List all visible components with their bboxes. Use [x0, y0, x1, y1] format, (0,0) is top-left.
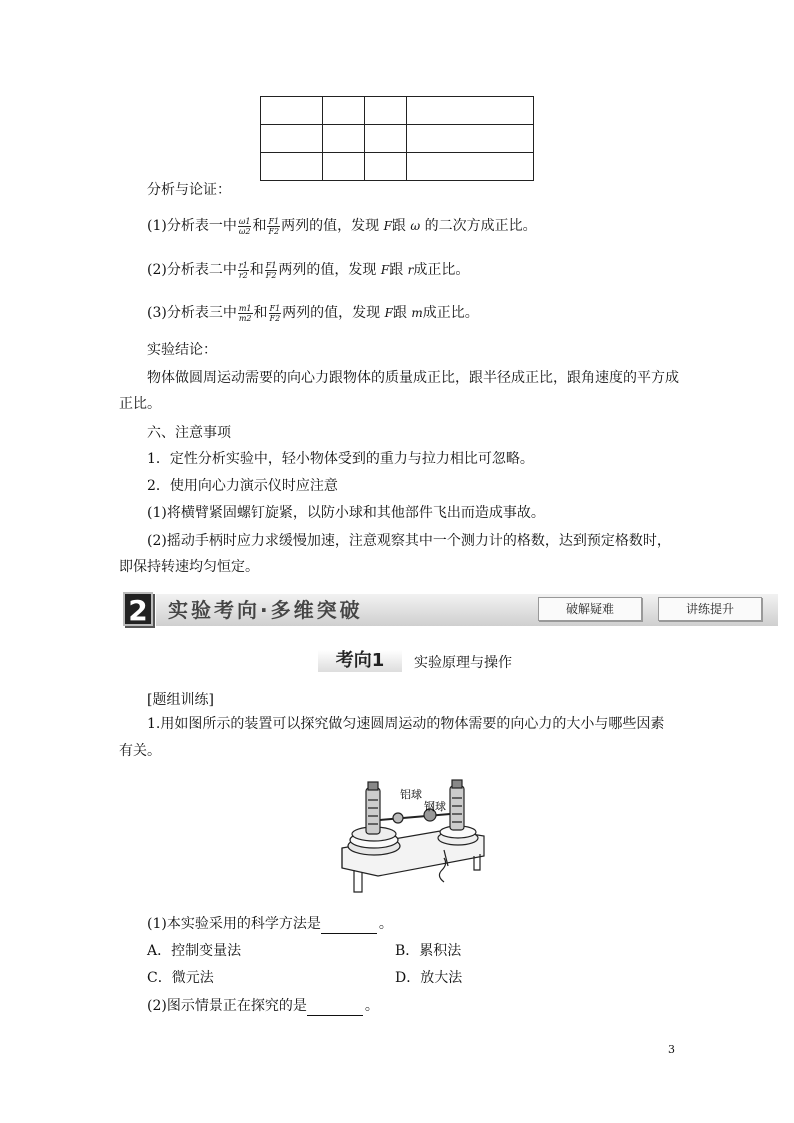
data-table	[260, 96, 534, 181]
page-number: 3	[668, 1043, 675, 1056]
answer-blank[interactable]	[307, 1002, 363, 1016]
table-row	[261, 125, 534, 153]
group-label: [题组训练]	[147, 692, 214, 708]
conclusion-text-cont: 正比。	[119, 396, 161, 412]
note-2: 2．使用向心力演示仪时应注意	[147, 478, 338, 494]
analysis-item-3: (3)分析表三中 $\frac{m1}{m2}$ 和 $\frac{F1}{F2}$ 两列的值，发现 F跟 m成正比。	[147, 303, 479, 323]
aluminum-ball-label: 铝球	[400, 788, 422, 801]
conclusion-heading: 实验结论：	[147, 342, 217, 358]
answer-blank[interactable]	[321, 920, 377, 934]
fraction: $\frac{r1}{r2}$	[238, 260, 248, 280]
note-2-2: (2)摇动手柄时应力求缓慢加速，注意观察其中一个测力计的格数，达到预定格数时，	[147, 533, 671, 549]
note-2-2-cont: 即保持转速均匀恒定。	[119, 559, 259, 575]
note-1: 1．定性分析实验中，轻小物体受到的重力与拉力相比可忽略。	[147, 451, 534, 467]
fraction: $\frac{F1}{F2}$	[268, 216, 280, 236]
question-1-part-2: (2)图示情景正在探究的是 。	[147, 998, 379, 1014]
section-banner	[120, 590, 778, 628]
practice-button[interactable]: 讲练提升	[658, 597, 762, 621]
fraction: $\frac{F1}{F2}$	[265, 260, 277, 280]
fraction: $\frac{m1}{m2}$	[238, 303, 252, 323]
option-b[interactable]: B．累积法	[395, 943, 462, 959]
fraction: $\frac{F1}{F2}$	[269, 303, 281, 323]
table-row	[261, 97, 534, 125]
difficulty-button[interactable]: 破解疑难	[538, 597, 642, 621]
analysis-item-2: (2)分析表二中 $\frac{r1}{r2}$ 和 $\frac{F1}{F2}$ 两列的值，发现 F跟 r成正比。	[147, 260, 470, 280]
option-a[interactable]: A．控制变量法	[147, 943, 242, 959]
table-row	[261, 153, 534, 181]
apparatus-figure	[334, 770, 494, 900]
analysis-heading: 分析与论证：	[147, 182, 231, 198]
notes-heading: 六、注意事项	[147, 425, 231, 441]
note-2-1: (1)将横臂紧固螺钉旋紧，以防小球和其他部件飞出而造成事故。	[147, 505, 545, 521]
subsection-title: 实验原理与操作	[414, 655, 512, 671]
conclusion-text: 物体做圆周运动需要的向心力跟物体的质量成正比，跟半径成正比，跟角速度的平方成	[147, 370, 679, 386]
question-1-part-1: (1)本实验采用的科学方法是 。	[147, 916, 393, 932]
section-number: 2	[123, 592, 153, 626]
section-title: 实验考向·多维突破	[168, 598, 363, 622]
question-1: 1.用如图所示的装置可以探究做匀速圆周运动的物体需要的向心力的大小与哪些因素	[147, 716, 665, 732]
question-1-cont: 有关。	[119, 743, 161, 759]
analysis-item-1: (1)分析表一中 $\frac{\omega 1}{\omega 2}$ 和 $\frac{F1}{F2}$ 两列的值，发现 F跟 ω 的二次方成正比。	[147, 216, 537, 236]
subsection-label: 考向1	[318, 650, 402, 672]
fraction: $\frac{\omega 1}{\omega 2}$	[238, 216, 251, 236]
steel-ball-label: 钢球	[424, 800, 446, 813]
option-c[interactable]: C．微元法	[147, 970, 214, 986]
option-d[interactable]: D．放大法	[395, 970, 463, 986]
